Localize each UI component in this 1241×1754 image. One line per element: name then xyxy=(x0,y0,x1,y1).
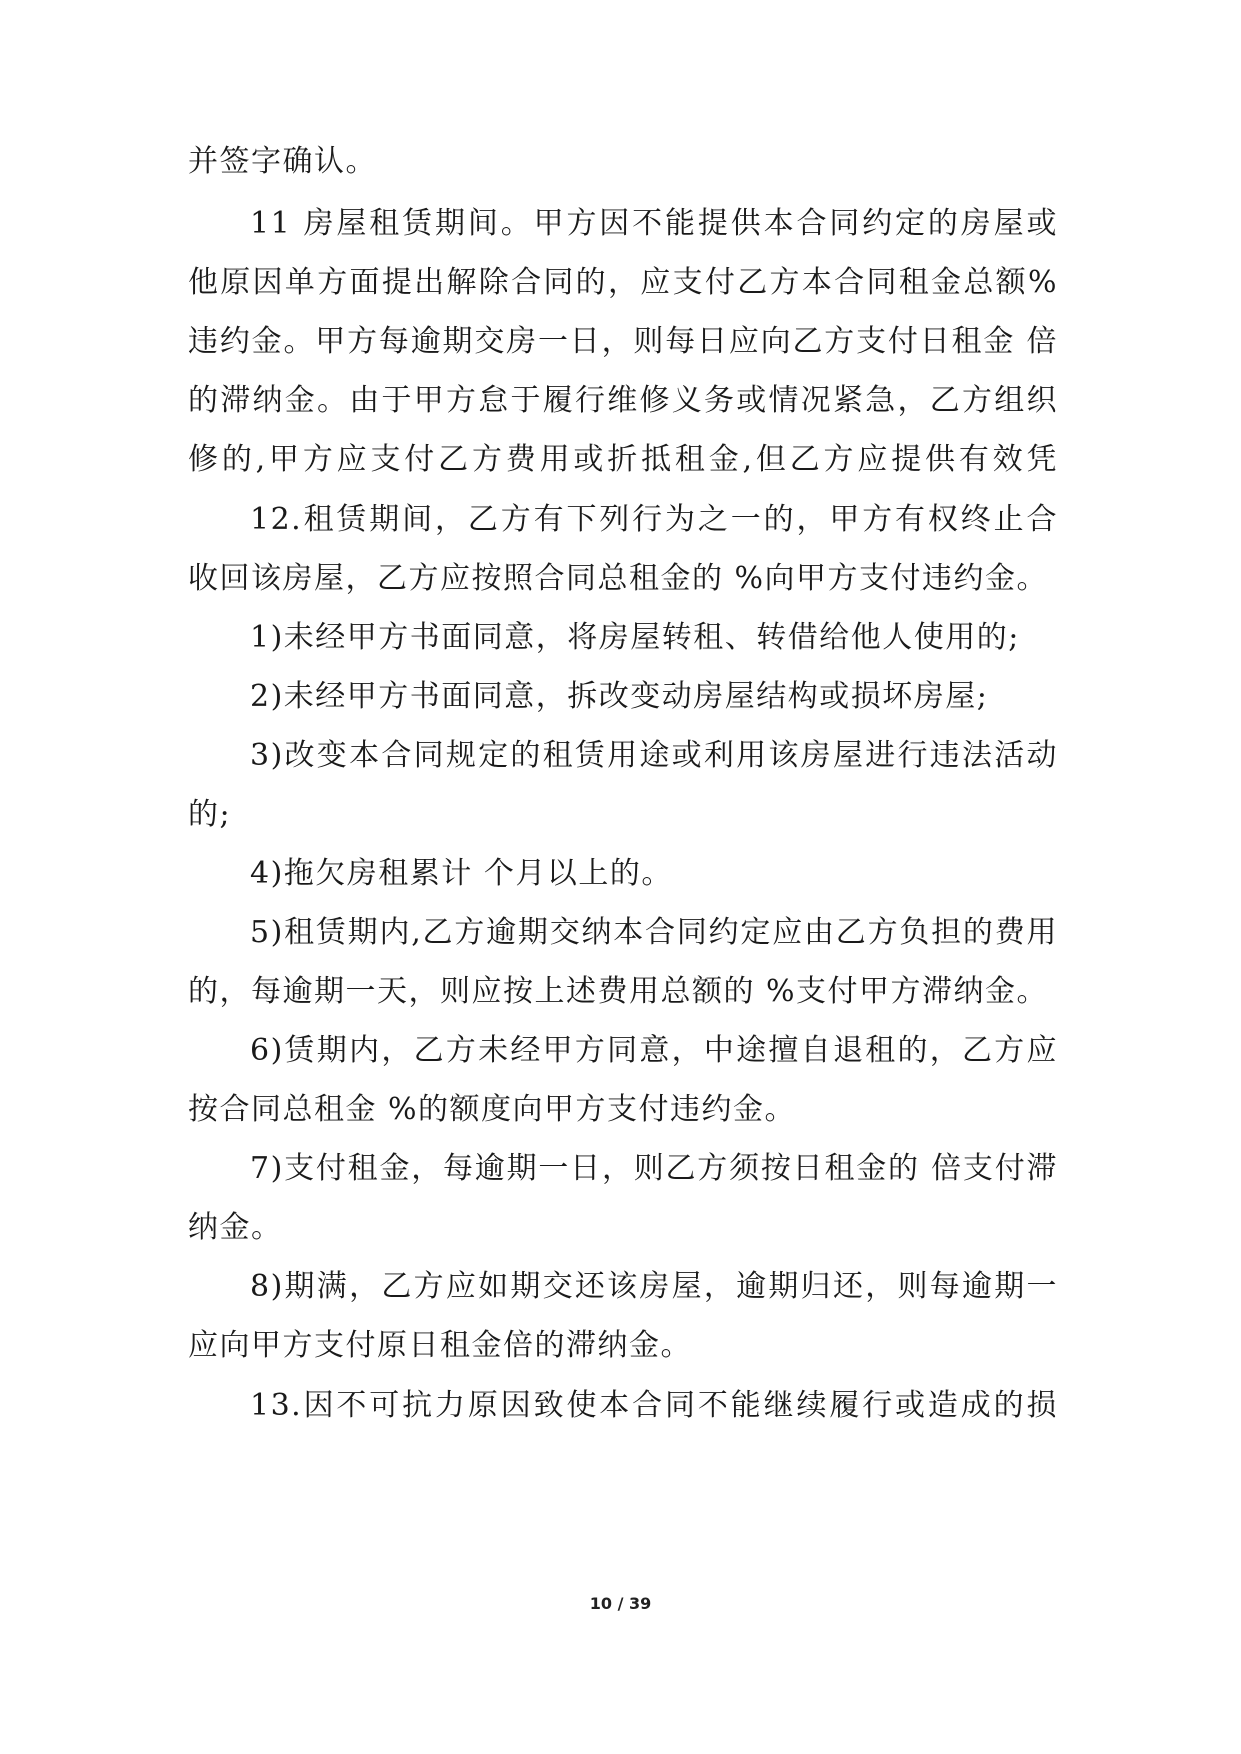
text-line: 1)未经甲方书面同意，将房屋转租、转借给他人使用的; xyxy=(250,620,1020,655)
text-line: 12.租赁期间，乙方有下列行为之一的，甲方有权终止合 xyxy=(250,502,1058,537)
text-line: 他原因单方面提出解除合同的，应支付乙方本合同租金总额% xyxy=(188,265,1058,300)
text-line: 8)期满，乙方应如期交还该房屋，逾期归还，则每逾期一 xyxy=(250,1269,1058,1304)
text-line: 7)支付租金，每逾期一日，则乙方须按日租金的 倍支付滞 xyxy=(250,1151,1058,1186)
text-line: 的滞纳金。由于甲方怠于履行维修义务或情况紧急，乙方组织 xyxy=(188,383,1058,418)
text-line: 11 房屋租赁期间。甲方因不能提供本合同约定的房屋或 xyxy=(250,206,1058,241)
text-line: 按合同总租金 %的额度向甲方支付违约金。 xyxy=(188,1092,797,1127)
text-line: 的，每逾期一天，则应按上述费用总额的 %支付甲方滞纳金。 xyxy=(188,974,1049,1009)
text-line: 4)拖欠房租累计 个月以上的。 xyxy=(250,856,673,891)
text-line: 违约金。甲方每逾期交房一日，则每日应向乙方支付日租金 倍 xyxy=(188,324,1058,359)
text-line: 2)未经甲方书面同意，拆改变动房屋结构或损坏房屋; xyxy=(250,679,989,714)
text-line: 的; xyxy=(188,797,232,832)
text-line: 6)赁期内，乙方未经甲方同意，中途擅自退租的，乙方应 xyxy=(250,1033,1058,1068)
text-line: 并签字确认。 xyxy=(188,144,377,179)
text-line: 修的,甲方应支付乙方费用或折抵租金,但乙方应提供有效凭 xyxy=(188,442,1058,477)
text-line: 收回该房屋，乙方应按照合同总租金的 %向甲方支付违约金。 xyxy=(188,561,1049,596)
text-line: 3)改变本合同规定的租赁用途或利用该房屋进行违法活动 xyxy=(250,738,1058,773)
text-line: 纳金。 xyxy=(188,1210,283,1245)
text-line: 应向甲方支付原日租金倍的滞纳金。 xyxy=(188,1328,692,1363)
page-number: 10 / 39 xyxy=(589,1594,652,1613)
text-line: 5)租赁期内,乙方逾期交纳本合同约定应由乙方负担的费用 xyxy=(250,915,1058,950)
text-line: 13.因不可抗力原因致使本合同不能继续履行或造成的损 xyxy=(250,1388,1058,1423)
